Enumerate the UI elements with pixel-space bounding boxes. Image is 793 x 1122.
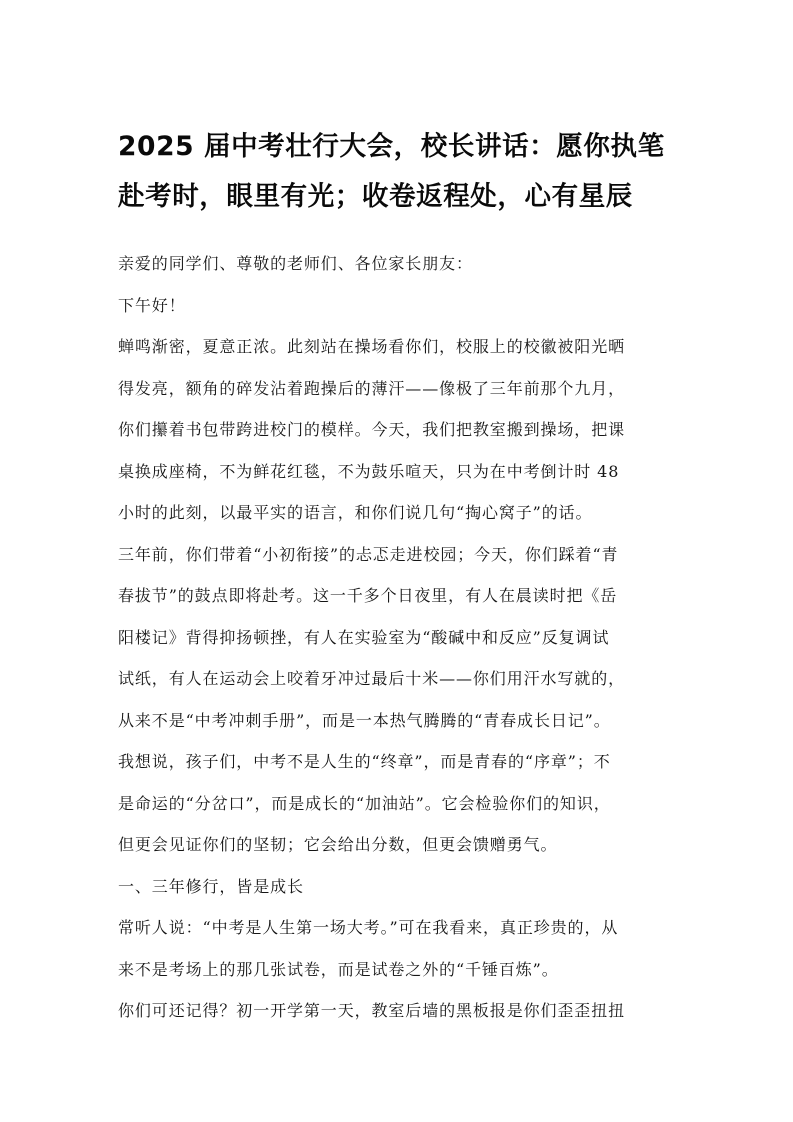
paragraph-three-years-ago — [118, 543, 678, 751]
text-line: 来不是考场上的那几张试卷，而是试卷之外的“千锤百炼”。 — [118, 959, 559, 979]
paragraph-remember — [118, 999, 678, 1041]
text-line: 你们可还记得？初一开学第一天，教室后墙的黑板报是你们歪歪扭扭 — [118, 1001, 626, 1020]
paragraph-greeting — [118, 294, 678, 336]
section-heading-text: 一、三年修行，皆是成长 — [118, 876, 304, 896]
paragraph-often-heard — [118, 916, 678, 999]
document-title — [118, 122, 678, 222]
document-body — [118, 252, 678, 1041]
section-heading — [118, 875, 678, 917]
text-line: 你们攥着书包带跨进校门的模样。今天，我们把教室搬到操场，把课 — [118, 420, 626, 439]
text-line: 阳楼记》背得抑扬顿挫，有人在实验室为“酸碱中和反应”反复调试 — [118, 627, 610, 647]
text-line: 小时的此刻，以最平实的语言，和你们说几句“掏心窝子”的话。 — [118, 503, 593, 522]
text-line: 但更会见证你们的坚韧；它会给出分数，但更会馈赠勇气。 — [118, 835, 558, 854]
paragraph-salutation — [118, 252, 678, 294]
text-line: 常听人说：“中考是人生第一场大考。”可在我看来，真正珍贵的，从 — [118, 918, 619, 937]
text-line: 试纸，有人在运动会上咬着牙冲过最后十米——你们用汗水写就的， — [118, 669, 626, 688]
text-line: 桌换成座椅，不为鲜花红毯，不为鼓乐喧天，只为在中考倒计时 48 — [118, 461, 620, 481]
text-line: 蝉鸣渐密，夏意正浓。此刻站在操场看你们，校服上的校徽被阳光晒 — [118, 337, 626, 356]
text-line: 亲爱的同学们、尊敬的老师们、各位家长朋友： — [118, 254, 473, 273]
text-line: 三年前，你们带着“小初衔接”的忐忑走进校园；今天，你们踩着“青 — [118, 544, 619, 564]
paragraph-opening — [118, 335, 678, 543]
text-line: 从来不是“中考冲刺手册”，而是一本热气腾腾的“青春成长日记”。 — [118, 710, 611, 730]
title-line: 赴考时，眼里有光；收卷返程处，心有星辰 — [118, 181, 633, 212]
text-line: 我想说，孩子们，中考不是人生的“终章”，而是青春的“序章”；不 — [118, 752, 611, 771]
text-line: 下午好！ — [118, 295, 186, 315]
text-line: 得发亮，额角的碎发沾着跑操后的薄汗——像极了三年前那个九月， — [118, 378, 626, 398]
title-line: 2025 届中考壮行大会，校长讲话：愿你执笔 — [118, 131, 665, 162]
text-line: 春拔节”的鼓点即将赴考。这一千多个日夜里，有人在晨读时把《岳 — [118, 586, 618, 605]
paragraph-i-want-to-say — [118, 750, 678, 875]
text-line: 是命运的“分岔口”，而是成长的“加油站”。它会检验你们的知识， — [118, 793, 611, 813]
